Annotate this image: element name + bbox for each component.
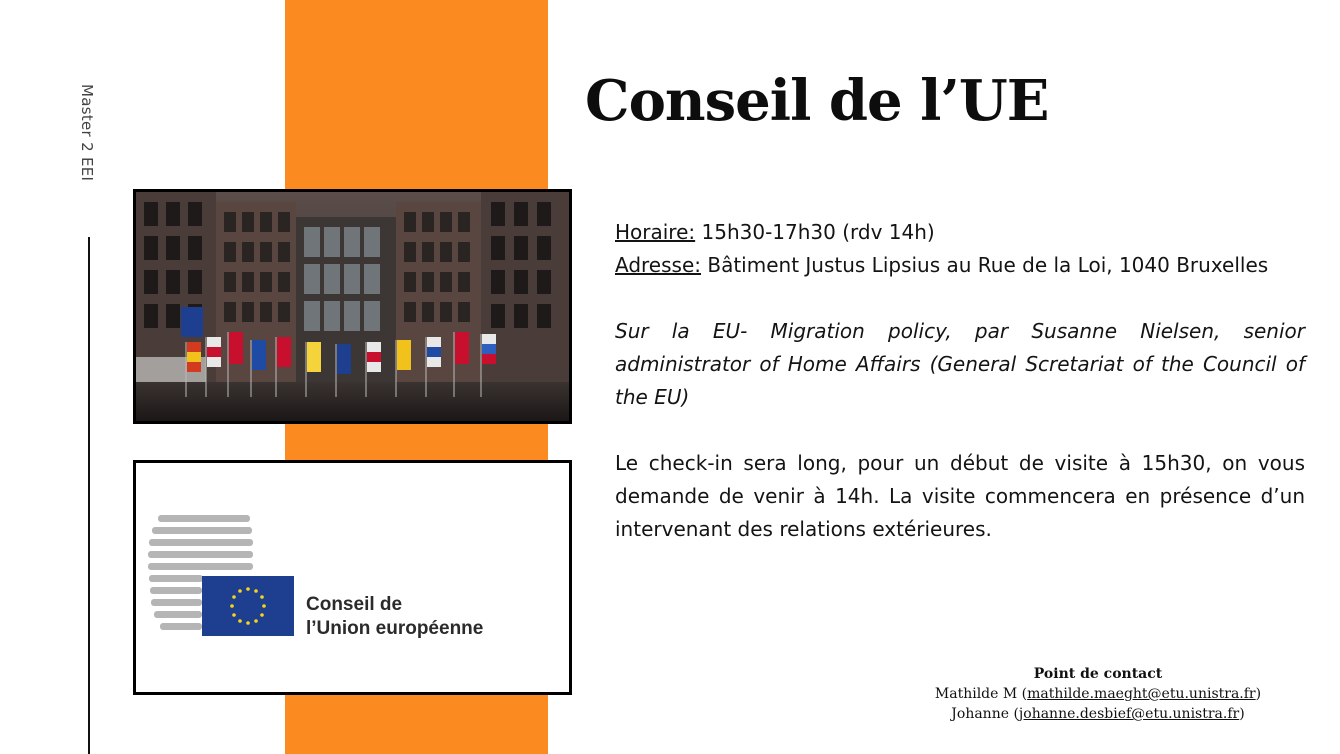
- details-block: [615, 216, 1305, 546]
- sidebar-label: Master 2 EEI: [78, 84, 96, 182]
- spacer: [615, 282, 1305, 315]
- eu-flag: [202, 576, 294, 636]
- horaire-value: 15h30-17h30 (rdv 14h): [695, 220, 935, 244]
- page-title: Conseil de l’UE: [585, 68, 1049, 134]
- building-photo: [133, 189, 572, 424]
- contact-person-1-close: ): [1255, 686, 1262, 702]
- horaire-label: Horaire:: [615, 220, 696, 244]
- contact-heading: Point de contact: [1033, 666, 1163, 682]
- talk-description: Sur la EU- Migration policy, par Susanne Nielsen, senior administrator of Home Affairs (General Scretariat of the Council of the EU): [615, 319, 1305, 409]
- adresse-label: Adresse:: [615, 253, 701, 277]
- checkin-note: Le check-in sera long, pour un début de visite à 15h30, on vous demande de venir à 14h. La visite commencera en présence d’un intervenant des relations extérieures.: [615, 451, 1305, 541]
- contact-person-2-name: Johanne (: [951, 706, 1019, 722]
- contact-person-2-close: ): [1239, 706, 1245, 722]
- contact-person-2-email[interactable]: johanne.desbief@etu.unistra.fr: [1018, 706, 1240, 722]
- council-logo-panel: [133, 460, 572, 695]
- council-logo: [136, 463, 569, 692]
- horaire-line: [615, 216, 1305, 249]
- spacer: [615, 414, 1305, 447]
- building-illustration: [136, 192, 569, 421]
- contact-person-2: [898, 704, 1298, 724]
- sidebar-divider: [88, 237, 90, 754]
- contact-block: [898, 664, 1298, 724]
- contact-person-1: [898, 684, 1298, 704]
- contact-person-1-email[interactable]: mathilde.maeght@etu.unistra.fr: [1027, 686, 1256, 702]
- adresse-line: [615, 249, 1305, 282]
- logo-name-line1: Conseil de: [306, 594, 403, 615]
- logo-name-line2: l’Union européenne: [306, 618, 484, 639]
- contact-person-1-name: Mathilde M (: [934, 686, 1028, 702]
- adresse-value: Bâtiment Justus Lipsius au Rue de la Loi, 1040 Bruxelles: [701, 253, 1269, 277]
